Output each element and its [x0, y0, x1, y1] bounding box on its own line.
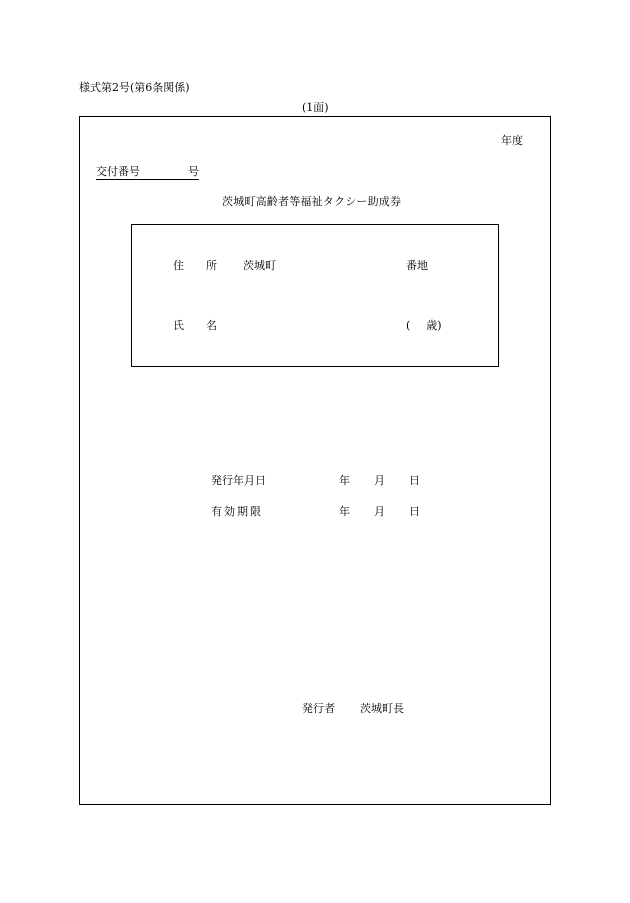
valid-period-label: 有効期限	[211, 505, 263, 518]
address-label	[173, 260, 217, 271]
address-label-char-2: 所	[206, 259, 217, 272]
valid-period-value	[339, 506, 420, 517]
address-town: 茨城町	[243, 259, 276, 272]
issuer-label: 発行者	[302, 702, 335, 715]
issue-year: 年	[339, 474, 350, 487]
issue-day: 日	[409, 474, 420, 487]
issuer-name: 茨城町長	[360, 702, 404, 715]
valid-year: 年	[339, 505, 350, 518]
delivery-number-prefix: 交付番号	[96, 165, 140, 178]
delivery-number	[96, 166, 199, 180]
name-label-char-2: 名	[206, 319, 217, 332]
age-unit: 歳)	[426, 319, 442, 332]
address-label-char-1: 住	[173, 259, 184, 272]
address-banchi: 番地	[406, 259, 428, 272]
issue-date-value	[339, 475, 420, 486]
page-indicator: (1面)	[302, 101, 329, 114]
age-field	[406, 320, 442, 331]
delivery-number-suffix: 号	[188, 165, 199, 178]
name-label	[173, 320, 217, 331]
issue-date-label: 発行年月日	[211, 474, 266, 487]
valid-day: 日	[409, 505, 420, 518]
holder-info-box	[131, 224, 499, 367]
ticket-title: 茨城町高齢者等福祉タクシー助成券	[222, 195, 402, 208]
issue-month: 月	[374, 474, 385, 487]
age-open-paren: (	[406, 319, 411, 332]
name-label-char-1: 氏	[173, 319, 184, 332]
fiscal-year-label: 年度	[501, 134, 523, 147]
delivery-number-line	[96, 166, 199, 180]
form-number-label: 様式第2号(第6条関係)	[79, 81, 190, 94]
valid-month: 月	[374, 505, 385, 518]
